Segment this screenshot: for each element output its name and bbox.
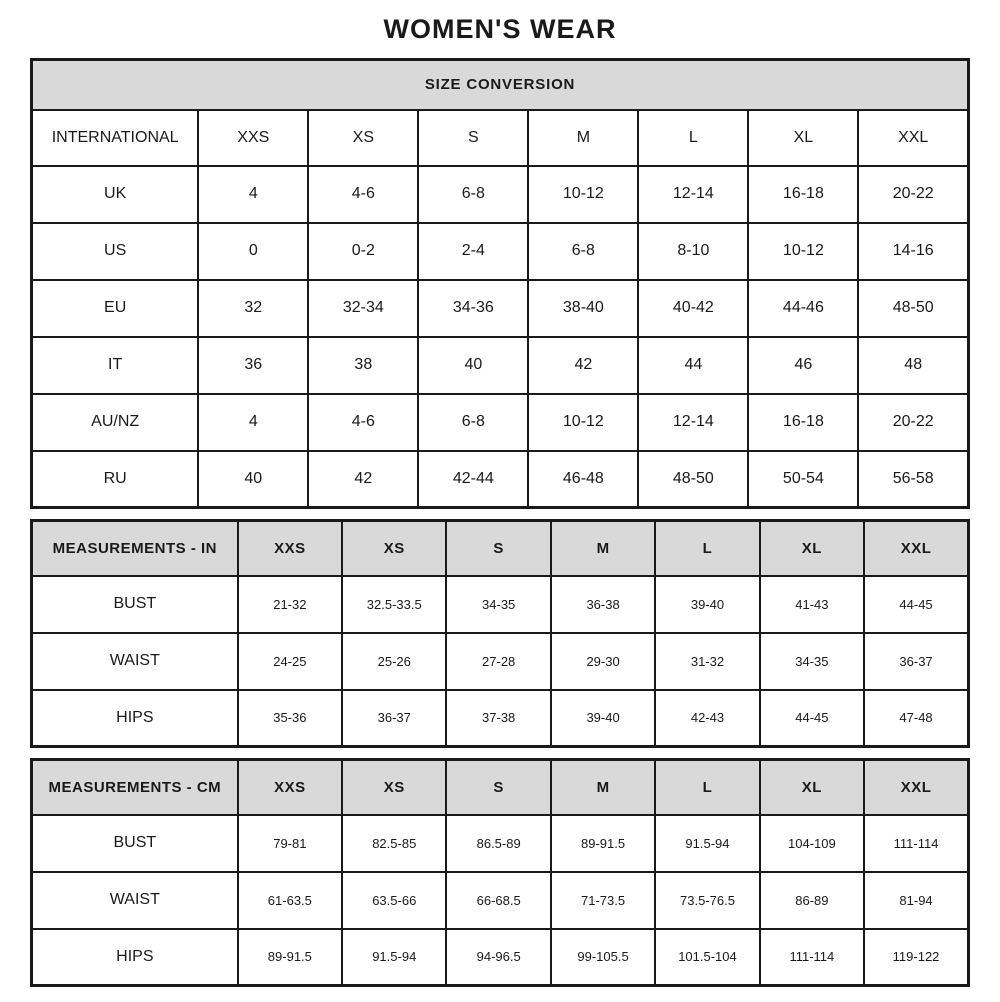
size-value: 6-8 xyxy=(418,166,528,223)
size-value: 32 xyxy=(198,280,308,337)
column-header-xl: XL xyxy=(760,521,864,576)
measurement-value: 24-25 xyxy=(238,633,342,690)
size-value: 10-12 xyxy=(528,394,638,451)
size-conversion-columns-row xyxy=(32,110,969,166)
size-value: 12-14 xyxy=(638,166,748,223)
size-value: 40 xyxy=(418,337,528,394)
size-value: 4 xyxy=(198,166,308,223)
row-label: HIPS xyxy=(32,929,238,986)
column-header-l: L xyxy=(638,110,748,166)
size-value: 40-42 xyxy=(638,280,748,337)
size-value: 0 xyxy=(198,223,308,280)
size-value: 44-46 xyxy=(748,280,858,337)
column-header-xxs: XXS xyxy=(238,760,342,815)
size-value: 46 xyxy=(748,337,858,394)
column-header-m: M xyxy=(551,760,655,815)
measurement-value: 111-114 xyxy=(760,929,864,986)
table-gap xyxy=(30,509,970,519)
size-value: 48 xyxy=(858,337,968,394)
measurements-cm-title: MEASUREMENTS - CM xyxy=(32,760,238,815)
measurement-value: 89-91.5 xyxy=(238,929,342,986)
table-row-waist-in xyxy=(32,633,969,690)
column-header-xxs: XXS xyxy=(198,110,308,166)
measurement-value: 79-81 xyxy=(238,815,342,872)
row-label: RU xyxy=(32,451,199,508)
size-value: 48-50 xyxy=(638,451,748,508)
column-header-s: S xyxy=(446,521,550,576)
table-row-aunz xyxy=(32,394,969,451)
table-row-bust-in xyxy=(32,576,969,633)
size-value: 16-18 xyxy=(748,166,858,223)
measurement-value: 119-122 xyxy=(864,929,968,986)
measurements-in-title: MEASUREMENTS - IN xyxy=(32,521,238,576)
column-header-l: L xyxy=(655,760,759,815)
measurement-value: 104-109 xyxy=(760,815,864,872)
measurement-value: 81-94 xyxy=(864,872,968,929)
column-header-xs: XS xyxy=(342,760,446,815)
row-label: UK xyxy=(32,166,199,223)
measurement-value: 34-35 xyxy=(760,633,864,690)
row-label: WAIST xyxy=(32,633,238,690)
size-conversion-header-row xyxy=(32,60,969,110)
measurements-in-header-row xyxy=(32,521,969,576)
size-value: 42-44 xyxy=(418,451,528,508)
size-value: 4-6 xyxy=(308,166,418,223)
size-value: 20-22 xyxy=(858,166,968,223)
measurements-cm-header-row xyxy=(32,760,969,815)
size-value: 42 xyxy=(308,451,418,508)
row-label: IT xyxy=(32,337,199,394)
table-row-bust-cm xyxy=(32,815,969,872)
measurement-value: 111-114 xyxy=(864,815,968,872)
measurement-value: 31-32 xyxy=(655,633,759,690)
measurement-value: 73.5-76.5 xyxy=(655,872,759,929)
measurement-value: 101.5-104 xyxy=(655,929,759,986)
size-value: 4-6 xyxy=(308,394,418,451)
row-label: BUST xyxy=(32,815,238,872)
measurement-value: 21-32 xyxy=(238,576,342,633)
measurement-value: 63.5-66 xyxy=(342,872,446,929)
size-value: 0-2 xyxy=(308,223,418,280)
table-gap xyxy=(30,748,970,758)
size-value: 10-12 xyxy=(528,166,638,223)
measurement-value: 36-37 xyxy=(864,633,968,690)
size-value: 46-48 xyxy=(528,451,638,508)
measurement-value: 82.5-85 xyxy=(342,815,446,872)
column-header-xs: XS xyxy=(342,521,446,576)
row-label: US xyxy=(32,223,199,280)
column-header-xxs: XXS xyxy=(238,521,342,576)
size-value: 32-34 xyxy=(308,280,418,337)
measurement-value: 36-38 xyxy=(551,576,655,633)
measurement-value: 32.5-33.5 xyxy=(342,576,446,633)
measurement-value: 27-28 xyxy=(446,633,550,690)
size-value: 6-8 xyxy=(418,394,528,451)
column-header-xxl: XXL xyxy=(858,110,968,166)
measurement-value: 34-35 xyxy=(446,576,550,633)
size-value: 16-18 xyxy=(748,394,858,451)
measurement-value: 44-45 xyxy=(864,576,968,633)
measurement-value: 86-89 xyxy=(760,872,864,929)
measurement-value: 66-68.5 xyxy=(446,872,550,929)
size-value: 36 xyxy=(198,337,308,394)
column-header-xxl: XXL xyxy=(864,760,968,815)
size-value: 4 xyxy=(198,394,308,451)
measurement-value: 71-73.5 xyxy=(551,872,655,929)
column-header-xl: XL xyxy=(748,110,858,166)
table-row-uk xyxy=(32,166,969,223)
table-row-hips-cm xyxy=(32,929,969,986)
measurement-value: 35-36 xyxy=(238,690,342,747)
size-value: 56-58 xyxy=(858,451,968,508)
row-label: HIPS xyxy=(32,690,238,747)
column-header-xs: XS xyxy=(308,110,418,166)
size-value: 42 xyxy=(528,337,638,394)
measurement-value: 91.5-94 xyxy=(655,815,759,872)
row-label: AU/NZ xyxy=(32,394,199,451)
size-value: 38-40 xyxy=(528,280,638,337)
size-value: 14-16 xyxy=(858,223,968,280)
column-header-s: S xyxy=(446,760,550,815)
size-value: 8-10 xyxy=(638,223,748,280)
measurement-value: 47-48 xyxy=(864,690,968,747)
size-value: 2-4 xyxy=(418,223,528,280)
measurement-value: 94-96.5 xyxy=(446,929,550,986)
measurements-in-table xyxy=(30,519,970,748)
table-row-eu xyxy=(32,280,969,337)
size-value: 50-54 xyxy=(748,451,858,508)
measurement-value: 29-30 xyxy=(551,633,655,690)
column-header-m: M xyxy=(551,521,655,576)
measurement-value: 37-38 xyxy=(446,690,550,747)
table-row-hips-in xyxy=(32,690,969,747)
size-value: 6-8 xyxy=(528,223,638,280)
measurement-value: 25-26 xyxy=(342,633,446,690)
measurement-value: 39-40 xyxy=(551,690,655,747)
column-header-xl: XL xyxy=(760,760,864,815)
size-value: 40 xyxy=(198,451,308,508)
row-label: EU xyxy=(32,280,199,337)
measurement-value: 44-45 xyxy=(760,690,864,747)
measurement-value: 36-37 xyxy=(342,690,446,747)
measurement-value: 39-40 xyxy=(655,576,759,633)
row-label: BUST xyxy=(32,576,238,633)
size-value: 44 xyxy=(638,337,748,394)
column-header-s: S xyxy=(418,110,528,166)
table-row-it xyxy=(32,337,969,394)
table-row-ru xyxy=(32,451,969,508)
size-value: 34-36 xyxy=(418,280,528,337)
size-value: 20-22 xyxy=(858,394,968,451)
size-conversion-title: SIZE CONVERSION xyxy=(32,60,969,110)
measurement-value: 99-105.5 xyxy=(551,929,655,986)
measurements-cm-table xyxy=(30,758,970,987)
column-header-m: M xyxy=(528,110,638,166)
column-header-international: INTERNATIONAL xyxy=(32,110,199,166)
table-row-us xyxy=(32,223,969,280)
size-value: 48-50 xyxy=(858,280,968,337)
size-conversion-table xyxy=(30,58,970,509)
measurement-value: 89-91.5 xyxy=(551,815,655,872)
row-label: WAIST xyxy=(32,872,238,929)
measurement-value: 61-63.5 xyxy=(238,872,342,929)
measurement-value: 91.5-94 xyxy=(342,929,446,986)
page-title: WOMEN'S WEAR xyxy=(383,14,617,44)
column-header-l: L xyxy=(655,521,759,576)
column-header-xxl: XXL xyxy=(864,521,968,576)
size-value: 12-14 xyxy=(638,394,748,451)
measurement-value: 42-43 xyxy=(655,690,759,747)
measurement-value: 41-43 xyxy=(760,576,864,633)
measurement-value: 86.5-89 xyxy=(446,815,550,872)
size-value: 10-12 xyxy=(748,223,858,280)
size-value: 38 xyxy=(308,337,418,394)
table-row-waist-cm xyxy=(32,872,969,929)
